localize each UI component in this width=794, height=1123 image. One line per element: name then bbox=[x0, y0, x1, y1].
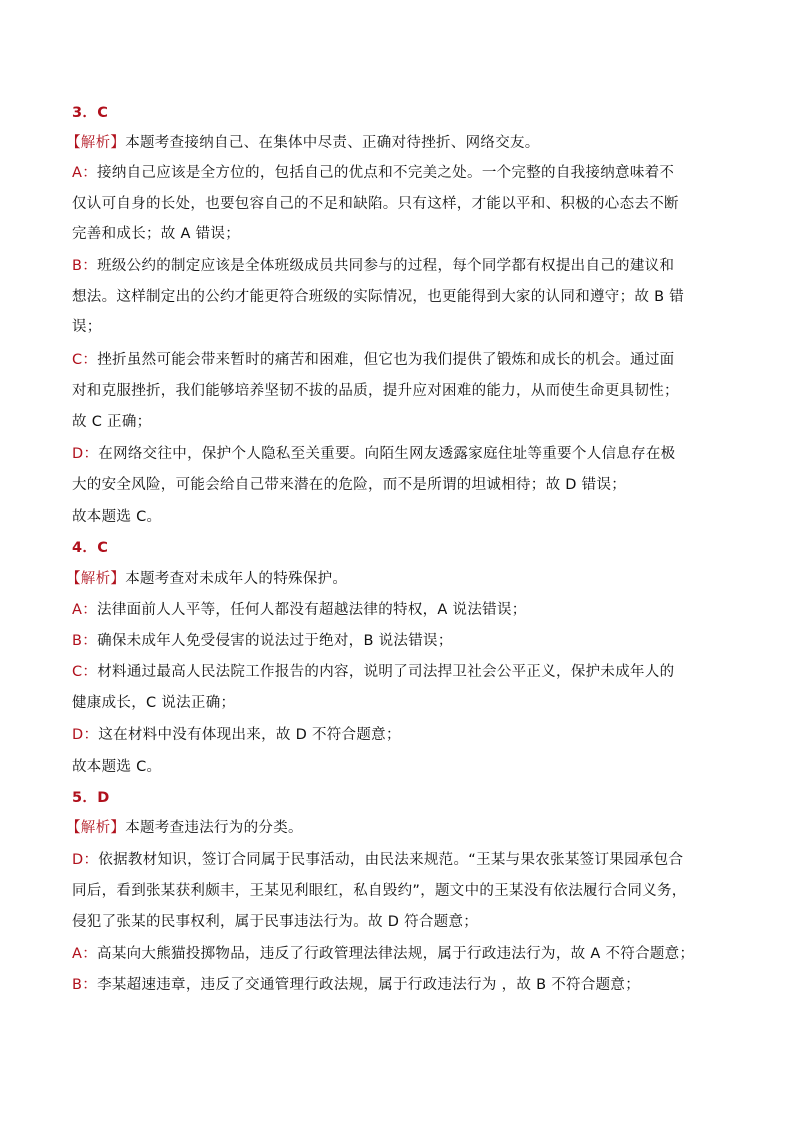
q4-analysis-tag: 【解析】 bbox=[66, 571, 126, 587]
q4-option-b bbox=[72, 631, 732, 651]
q5-answer-line bbox=[72, 788, 732, 808]
q5-option-d-text: 依据教材知识，签订合同属于民事活动，由民法来规范。“王某与果农张某签订果园承包合 bbox=[98, 852, 684, 868]
q5-option-b bbox=[72, 975, 732, 995]
q4-option-b-label: B： bbox=[72, 633, 98, 649]
q5-option-d-line-2: 同后，看到张某获利颇丰，王某见利眼红，私自毁约”，题文中的王某没有依法履行合同义务， bbox=[72, 883, 687, 899]
q5-option-d-label: D： bbox=[72, 852, 99, 868]
q3-option-b-label: B： bbox=[72, 258, 98, 274]
q3-analysis-text: 本题考查接纳自己、在集体中尽责、正确对待挫折、网络交友。 bbox=[125, 135, 540, 151]
q5-answer: D bbox=[97, 790, 110, 806]
q3-option-c-line-3: 故 C 正确； bbox=[72, 414, 152, 430]
q3-number: 3． bbox=[72, 105, 98, 121]
q3-option-c-line-1 bbox=[72, 350, 732, 370]
q3-option-a-line-2: 仅认可自身的长处，也要包容自己的不足和缺陷。只有这样，才能以平和、积极的心态去不断 bbox=[72, 196, 679, 212]
q4-conclusion: 故本题选 C。 bbox=[72, 759, 162, 775]
q3-conclusion: 故本题选 C。 bbox=[72, 509, 162, 525]
q5-option-a bbox=[72, 944, 732, 964]
q4-option-d-label: D： bbox=[72, 727, 99, 743]
q5-option-b-text: 李某超速违章，违反了交通管理行政法规，属于行政违法行为 ，故 B 不符合题意； bbox=[97, 977, 641, 993]
q5-option-d-line-1 bbox=[72, 850, 732, 870]
q3-option-b-line-3: 误； bbox=[72, 319, 102, 335]
q4-option-c-text: 材料通过最高人民法院工作报告的内容，说明了司法捍卫社会公平正义，保护未成年人的 bbox=[97, 664, 675, 680]
q4-option-b-text: 确保未成年人免受侵害的说法过于绝对，B 说法错误； bbox=[97, 633, 453, 649]
q5-number: 5． bbox=[72, 790, 98, 806]
q3-option-b-text: 班级公约的制定应该是全体班级成员共同参与的过程，每个同学都有权提出自己的建议和 bbox=[97, 258, 675, 274]
q4-option-a-label: A： bbox=[72, 602, 98, 618]
q3-option-b-line-2: 想法。这样制定出的公约才能更符合班级的实际情况，也更能得到大家的认同和遵守；故 B 错 bbox=[72, 289, 685, 305]
q3-option-a-line-1 bbox=[72, 163, 732, 183]
q3-option-d-label: D： bbox=[72, 446, 99, 462]
q3-option-c-line-2: 对和克服挫折，我们能够培养坚韧不拔的品质，提升应对困难的能力，从而使生命更具韧性； bbox=[72, 383, 679, 399]
q4-answer: C bbox=[97, 540, 109, 556]
q5-analysis-text: 本题考查违法行为的分类。 bbox=[125, 820, 303, 836]
q3-option-a-text: 接纳自己应该是全方位的，包括自己的优点和不完美之处。一个完整的自我接纳意味着不 bbox=[97, 165, 675, 181]
q5-option-d-line-3: 侵犯了张某的民事权利，属于民事违法行为。故 D 符合题意； bbox=[72, 914, 479, 930]
q4-option-d bbox=[72, 725, 732, 745]
q3-option-d-line-2: 大的安全风险，可能会给自己带来潜在的危险，而不是所谓的坦诚相待；故 D 错误； bbox=[72, 477, 627, 493]
q4-option-c-line-1 bbox=[72, 662, 732, 682]
q4-analysis bbox=[66, 569, 726, 589]
q4-option-a bbox=[72, 600, 732, 620]
q4-option-d-text: 这在材料中没有体现出来，故 D 不符合题意； bbox=[98, 727, 401, 743]
q3-option-b-line-1 bbox=[72, 256, 732, 276]
q3-option-d-line-1 bbox=[72, 444, 732, 464]
q4-option-c-line-2: 健康成长，C 说法正确； bbox=[72, 695, 236, 711]
q3-option-a-label: A： bbox=[72, 165, 98, 181]
q4-analysis-text: 本题考查对未成年人的特殊保护。 bbox=[125, 571, 348, 587]
q4-option-c-label: C： bbox=[72, 664, 98, 680]
q3-option-d-text: 在网络交往中，保护个人隐私至关重要。向陌生网友透露家庭住址等重要个人信息存在极 bbox=[98, 446, 676, 462]
q3-option-a-line-3: 完善和成长；故 A 错误； bbox=[72, 226, 241, 242]
q4-number: 4． bbox=[72, 540, 98, 556]
q5-option-a-label: A： bbox=[72, 946, 98, 962]
q5-option-b-label: B： bbox=[72, 977, 98, 993]
q5-analysis-tag: 【解析】 bbox=[66, 820, 126, 836]
q3-answer-line bbox=[72, 103, 732, 123]
q3-option-c-label: C： bbox=[72, 352, 98, 368]
q3-analysis bbox=[66, 133, 726, 153]
q4-option-a-text: 法律面前人人平等，任何人都没有超越法律的特权，A 说法错误； bbox=[97, 602, 527, 618]
q4-answer-line bbox=[72, 538, 732, 558]
q5-option-a-text: 高某向大熊猫投掷物品，违反了行政管理法律法规，属于行政违法行为，故 A 不符合题意； bbox=[97, 946, 695, 962]
q3-answer: C bbox=[97, 105, 109, 121]
q3-analysis-tag: 【解析】 bbox=[66, 135, 126, 151]
q3-option-c-text: 挫折虽然可能会带来暂时的痛苦和困难，但它也为我们提供了锻炼和成长的机会。通过面 bbox=[97, 352, 675, 368]
q5-analysis bbox=[66, 818, 726, 838]
